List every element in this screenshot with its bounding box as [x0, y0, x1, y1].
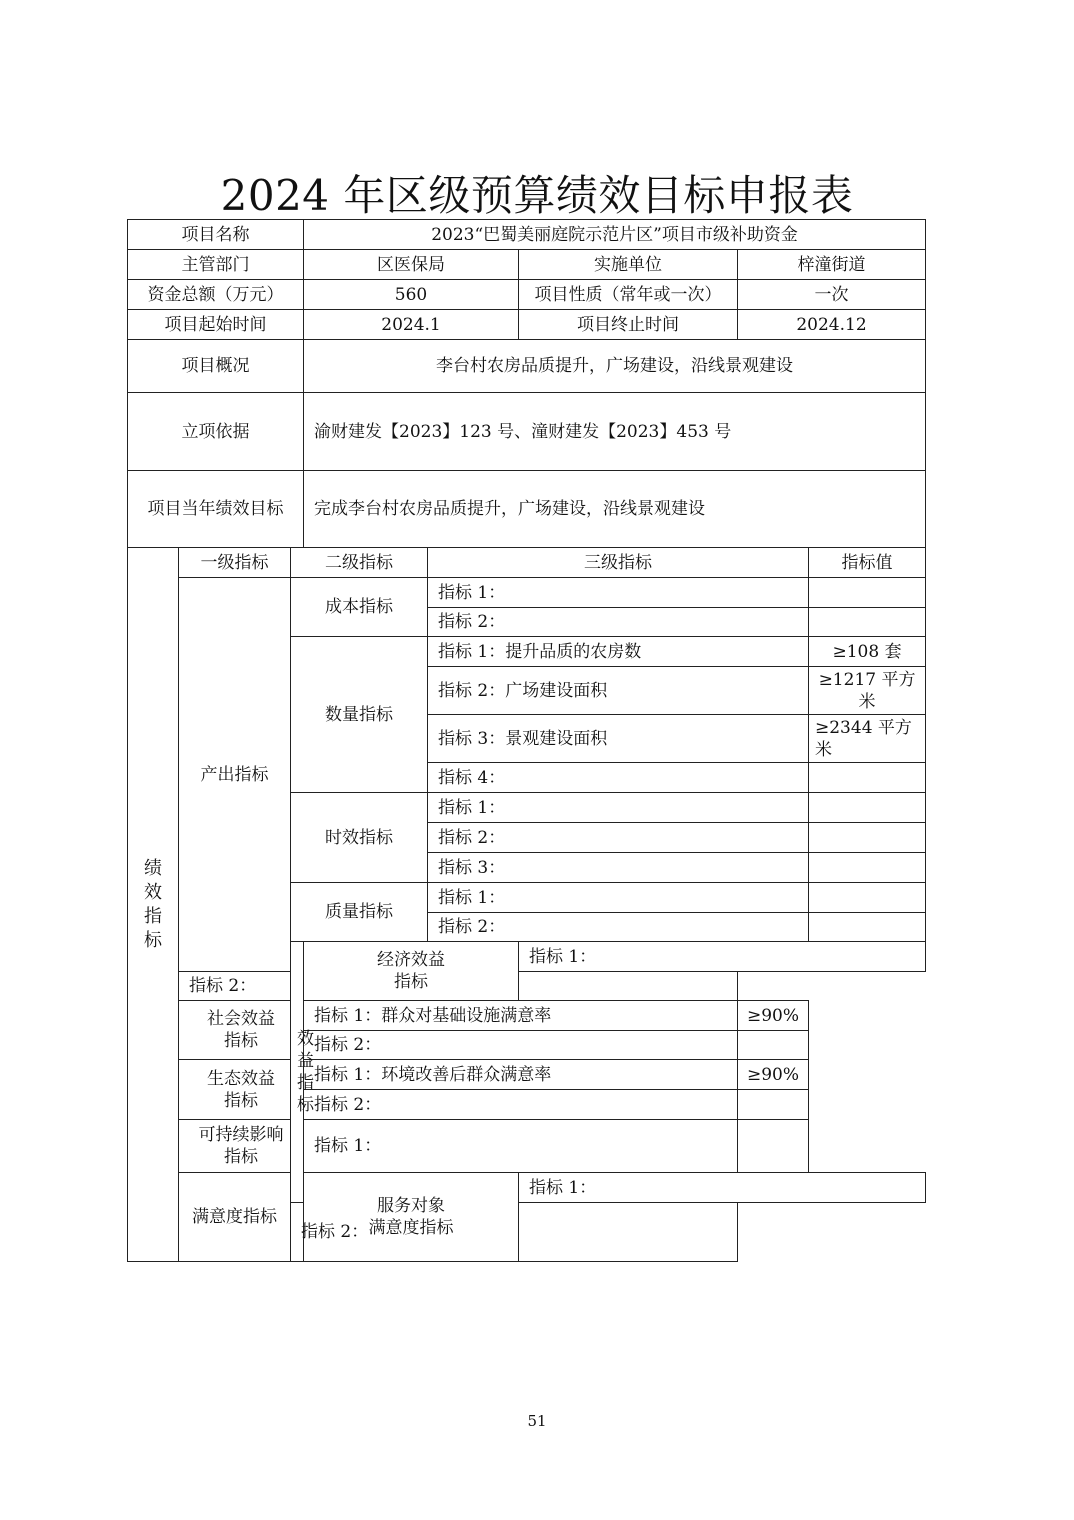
start-label: 项目起始时间 — [128, 310, 304, 340]
metric-value — [809, 578, 926, 608]
metric-value: ≥90% — [738, 1001, 809, 1031]
metric-value: ≥108 套 — [809, 637, 926, 667]
col-value: 指标值 — [809, 548, 926, 578]
metric-value — [738, 1120, 809, 1173]
metric-row: 指标 2： — [304, 1031, 738, 1060]
metric-row: 指标 3： — [428, 853, 809, 883]
satisfaction-label: 满意度指标 — [179, 1173, 291, 1262]
quantity-label: 数量指标 — [291, 637, 428, 793]
metric-row: 指标 2： — [428, 608, 809, 637]
impl-value: 梓潼街道 — [738, 250, 926, 280]
metric-value — [809, 763, 926, 793]
metric-value — [738, 1031, 809, 1060]
metric-value — [519, 1203, 738, 1262]
metric-value — [809, 913, 926, 942]
project-name-label: 项目名称 — [128, 220, 304, 250]
sustainable-label: 可持续影响 指标 — [179, 1120, 304, 1173]
goal-value: 完成李台村农房品质提升，广场建设，沿线景观建设 — [304, 471, 926, 548]
metric-row: 指标 2： — [428, 913, 809, 942]
col-level3: 三级指标 — [428, 548, 809, 578]
goal-label: 项目当年绩效目标 — [128, 471, 304, 548]
cost-label: 成本指标 — [291, 578, 428, 637]
metric-row: 指标 2： — [291, 1203, 519, 1262]
metric-row: 指标 1： — [519, 1173, 926, 1203]
project-name-value: 2023“巴蜀美丽庭院示范片区”项目市级补助资金 — [304, 220, 926, 250]
metric-row: 指标 2：广场建设面积 — [428, 667, 809, 715]
metric-row: 指标 4： — [428, 763, 809, 793]
metric-row: 指标 2： — [179, 972, 428, 1001]
start-value: 2024.1 — [304, 310, 519, 340]
overview-label: 项目概况 — [128, 340, 304, 393]
metric-value — [809, 883, 926, 913]
metrics-side-label: 绩 效 指 标 — [128, 548, 179, 1262]
fund-value: 560 — [304, 280, 519, 310]
end-value: 2024.12 — [738, 310, 926, 340]
benefit-label: 效益指标 — [291, 942, 304, 1203]
ecological-label: 生态效益 指标 — [179, 1060, 304, 1120]
metric-row: 指标 1： — [428, 793, 809, 823]
col-level2: 二级指标 — [291, 548, 428, 578]
metric-row: 指标 1： — [428, 578, 809, 608]
metric-row: 指标 1： — [304, 1120, 738, 1173]
metric-value: ≥90% — [738, 1060, 809, 1090]
service-label: 服务对象 满意度指标 — [304, 1173, 519, 1262]
metric-value: ≥1217 平方 米 — [809, 667, 926, 715]
basis-label: 立项依据 — [128, 393, 304, 471]
quality-label: 质量指标 — [291, 883, 428, 942]
metric-value — [809, 853, 926, 883]
metric-value — [809, 793, 926, 823]
metric-row: 指标 1： — [519, 942, 926, 972]
social-label: 社会效益 指标 — [179, 1001, 304, 1060]
page-title: 2024 年区级预算绩效目标申报表 — [220, 171, 854, 220]
nature-label: 项目性质（常年或一次） — [519, 280, 738, 310]
metric-value — [519, 972, 738, 1001]
performance-table — [127, 219, 926, 1262]
page-number: 51 — [527, 1412, 547, 1430]
output-label: 产出指标 — [179, 578, 291, 972]
metric-value — [738, 1090, 809, 1120]
metric-row: 指标 2： — [428, 823, 809, 853]
metric-row: 指标 1：提升品质的农房数 — [428, 637, 809, 667]
metric-value — [809, 608, 926, 637]
economic-label: 经济效益 指标 — [304, 942, 519, 1001]
end-label: 项目终止时间 — [519, 310, 738, 340]
metric-row: 指标 2： — [304, 1090, 738, 1120]
metric-row: 指标 1：群众对基础设施满意率 — [304, 1001, 738, 1031]
metric-row: 指标 1： — [428, 883, 809, 913]
metric-value — [809, 823, 926, 853]
dept-label: 主管部门 — [128, 250, 304, 280]
metric-row: 指标 1：环境改善后群众满意率 — [304, 1060, 738, 1090]
col-level1: 一级指标 — [179, 548, 291, 578]
timeliness-label: 时效指标 — [291, 793, 428, 883]
fund-label: 资金总额（万元） — [128, 280, 304, 310]
basis-value: 渝财建发【2023】123 号、潼财建发【2023】453 号 — [304, 393, 926, 471]
metric-row: 指标 3：景观建设面积 — [428, 715, 809, 763]
metric-value: ≥2344 平方 米 — [809, 715, 926, 763]
nature-value: 一次 — [738, 280, 926, 310]
dept-value: 区医保局 — [304, 250, 519, 280]
impl-label: 实施单位 — [519, 250, 738, 280]
overview-value: 李台村农房品质提升，广场建设，沿线景观建设 — [304, 340, 926, 393]
